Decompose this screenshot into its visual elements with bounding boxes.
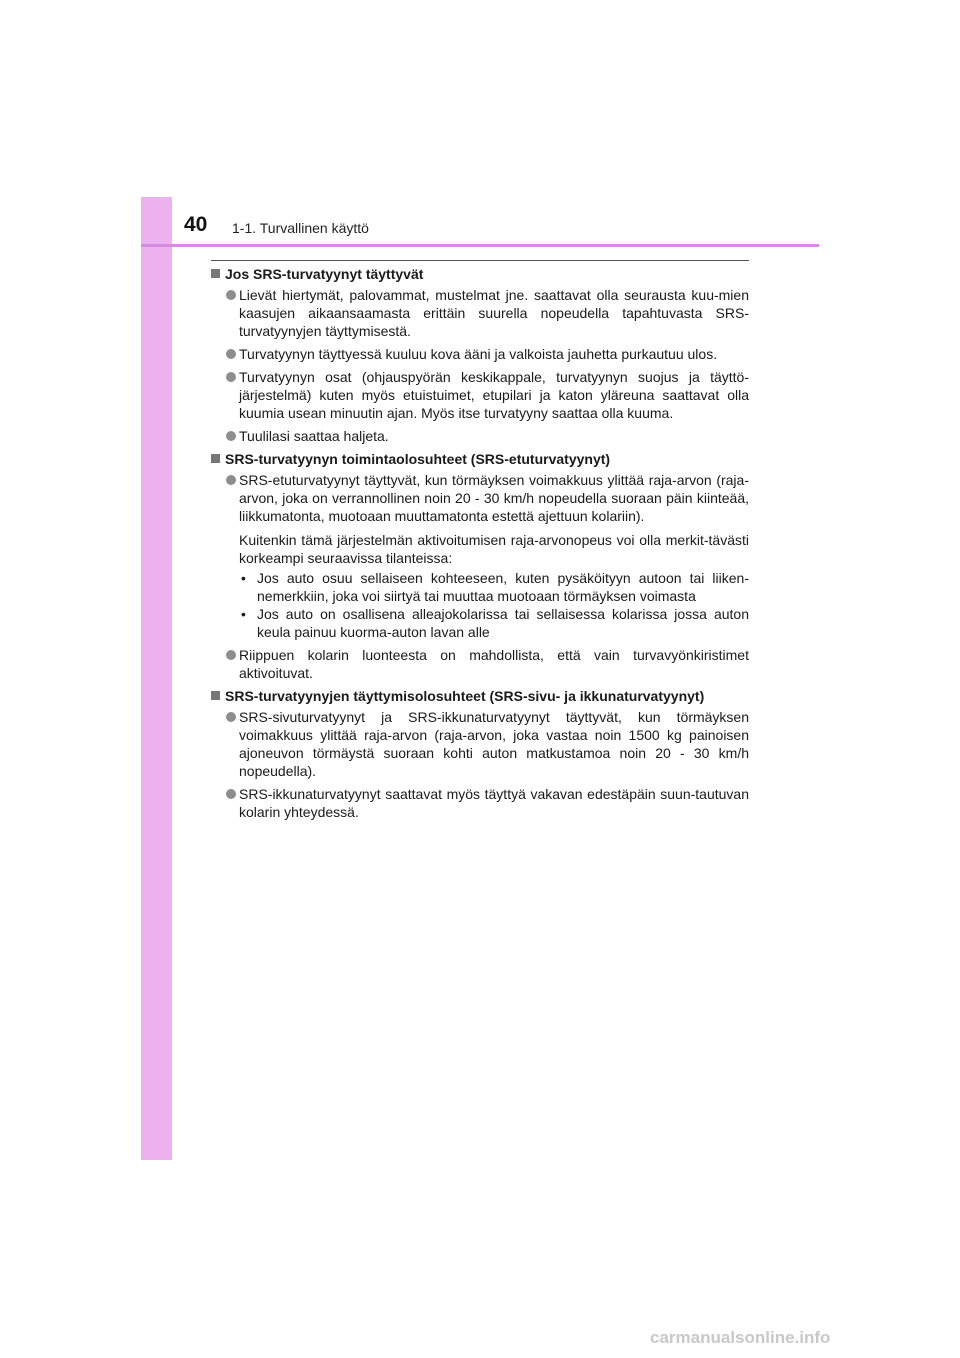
section-divider	[211, 260, 749, 261]
circle-bullet-icon	[226, 431, 236, 441]
circle-bullet-icon	[226, 712, 236, 722]
list-item: SRS-sivuturvatyynyt ja SRS-ikkunaturvatyynyt täyttyvät, kun törmäyksen voimakkuus ylittää raja-arvon (raja-arvon, joka vastaa noin 1500 kg painoisen ajoneuvon törmäystä suoraan kohti auton matkustamoa noin 20 - 30 km/h nopeudella).	[211, 708, 749, 780]
square-bullet-icon	[211, 269, 220, 278]
square-bullet-icon	[211, 454, 220, 463]
watermark-footer: carmanualsonline.info	[650, 1328, 831, 1347]
circle-bullet-icon	[226, 789, 236, 799]
circle-bullet-icon	[226, 475, 236, 485]
section-heading: Jos SRS-turvatyynyt täyttyvät	[211, 265, 749, 283]
list-item: Riippuen kolarin luonteesta on mahdollista, että vain turvavyönkiristimet aktivoituvat.	[211, 646, 749, 682]
list-item: Lievät hiertymät, palovammat, mustelmat jne. saattavat olla seurausta kuu-mien kaasujen aikaansaamasta erittäin suurella nopeudella tapahtuvasta SRS-turvatyynyjen täyttymisestä.	[211, 286, 749, 340]
header-rule	[141, 244, 819, 247]
paragraph: Kuitenkin tämä järjestelmän aktivoitumisen raja-arvonopeus voi olla merkit-tävästi korkeampi seuraavissa tilanteissa:	[239, 532, 749, 566]
chapter-title: 1-1. Turvallinen käyttö	[232, 220, 369, 236]
list-item: Turvatyynyn osat (ohjauspyörän keskikappale, turvatyynyn suojus ja täyttö-järjestelmä) kuten myös etuistuimet, etupilari ja katon yläreuna saattavat olla kuumia usean minuutin ajan. Myös itse turvatyyny saattaa olla kuuma.	[211, 368, 749, 422]
chapter-sidebar-tab	[141, 197, 172, 1160]
list-item: SRS-etuturvatyynyt täyttyvät, kun törmäyksen voimakkuus ylittää raja-arvon (raja-arvon, joka on verrannollinen noin 20 - 30 km/h nopeudella suoraan päin kiinteää, liikkumatonta, muotoaan muuttamatonta estettä ajettuun kolariin).	[211, 471, 749, 525]
square-bullet-icon	[211, 691, 220, 700]
section-heading: SRS-turvatyynyn toimintaolosuhteet (SRS-etuturvatyynyt)	[211, 450, 749, 468]
circle-bullet-icon	[226, 650, 236, 660]
circle-bullet-icon	[226, 290, 236, 300]
list-item: Turvatyynyn täyttyessä kuuluu kova ääni ja valkoista jauhetta purkautuu ulos.	[211, 345, 749, 363]
sub-list-item: • Jos auto on osallisena alleajokolarissa tai sellaisessa kolarissa jossa auton keula painuu kuorma-auton lavan alle	[241, 606, 749, 640]
dot-icon: •	[241, 570, 246, 586]
sub-list-item: • Jos auto osuu sellaiseen kohteeseen, kuten pysäköityyn autoon tai liiken-nemerkkiin, joka voi siirtyä tai muuttaa muotoaan törmäyksen voimasta	[241, 570, 749, 604]
list-item: Tuulilasi saattaa haljeta.	[211, 427, 749, 445]
page-content	[211, 265, 749, 826]
circle-bullet-icon	[226, 372, 236, 382]
section-heading: SRS-turvatyynyjen täyttymisolosuhteet (SRS-sivu- ja ikkunaturvatyynyt)	[211, 687, 749, 705]
dot-icon: •	[241, 606, 246, 622]
page-number: 40	[184, 213, 208, 236]
list-item: SRS-ikkunaturvatyynyt saattavat myös täyttyä vakavan edestäpäin suun-tautuvan kolarin yhteydessä.	[211, 785, 749, 821]
circle-bullet-icon	[226, 349, 236, 359]
